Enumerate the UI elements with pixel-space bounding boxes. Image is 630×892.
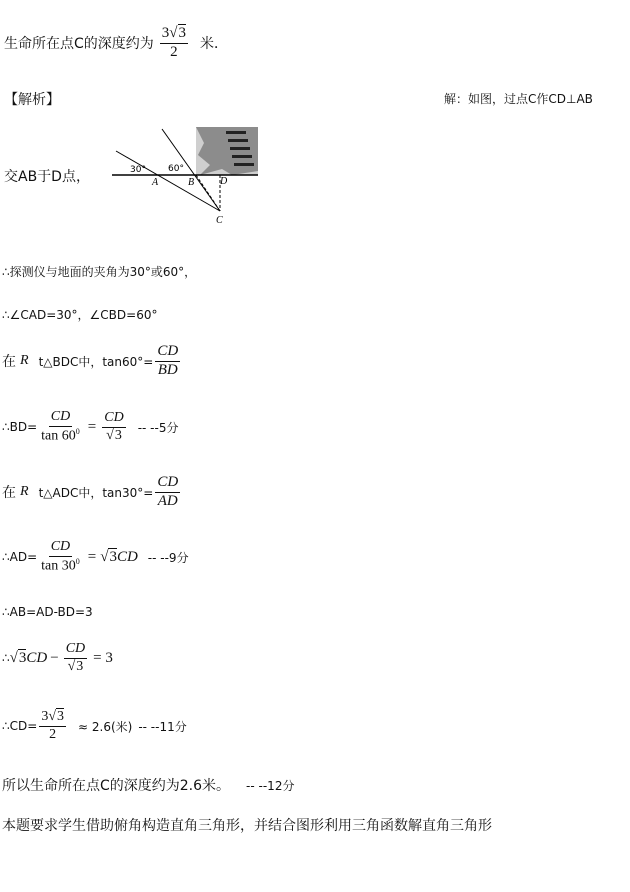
tan30-den: AD	[157, 492, 178, 509]
step-tan60-mid: t△BDC中，tan60°=	[38, 354, 154, 369]
step-tan30-mid: t△ADC中，tan30°=	[38, 485, 154, 500]
summary-note: 本题要求学生借助俯角构造直角三角形，并结合图形利用三角函数解直角三角形	[2, 818, 492, 834]
cd-fraction: $\frac{3√3}{2}$	[41, 709, 64, 742]
step-tan30-r: R	[20, 484, 29, 500]
bd-frac-sup: 0	[75, 426, 80, 436]
sqrt-symbol: √3	[169, 25, 187, 41]
tan30-fraction	[155, 475, 180, 510]
eq-fraction: $\frac{CD}{√3}$	[65, 641, 86, 674]
tan60-num: CD	[155, 344, 180, 362]
answer-line	[4, 26, 228, 61]
score-12: -- --12分	[246, 778, 295, 793]
step-tan30	[2, 475, 182, 510]
bd-fraction-1	[39, 410, 82, 444]
score-11: -- --11分	[138, 719, 187, 734]
step-equation: ∴ √3 CD − $\frac{CD}{√3}$ = 3	[2, 641, 113, 674]
step-ad-pre: ∴AD=	[2, 550, 38, 565]
analysis-cont: 交AB于D点，	[4, 169, 90, 185]
label-b: B	[188, 177, 195, 188]
step-tan60	[2, 344, 182, 379]
step-bd	[2, 410, 178, 444]
bd-frac-num: CD	[49, 410, 72, 427]
ad-frac-sup: 0	[75, 556, 80, 566]
bd-eq: =	[87, 418, 97, 435]
label-c: C	[216, 215, 223, 226]
eq-minus: −	[50, 649, 59, 666]
tan30-num: CD	[155, 475, 180, 493]
frac-coef: 3	[161, 25, 170, 41]
eq-frac-rad: 3	[76, 658, 84, 674]
dashed-bc	[196, 175, 220, 211]
step-tan60-pre: 在	[2, 354, 16, 371]
bd-fraction-2: $\frac{CD}{√3}$	[104, 409, 124, 443]
ad-frac-den: tan 30	[41, 558, 76, 574]
eq-frac-num: CD	[64, 642, 87, 659]
bd-frac2-rad: 3	[114, 427, 122, 443]
ad-frac-num: CD	[49, 540, 72, 557]
bd-frac2-num: CD	[102, 411, 125, 428]
score-9: -- --9分	[147, 550, 189, 565]
ad-eq: =	[87, 548, 97, 565]
tan60-den: BD	[157, 361, 178, 378]
answer-prefix: 生命所在点C的深度约为	[4, 36, 154, 53]
cd-coef: 3	[41, 709, 49, 724]
label-d: D	[220, 176, 228, 187]
ad-rad: 3	[109, 548, 117, 565]
cd-rad: 3	[57, 709, 64, 724]
analysis-label: 【解析】	[4, 92, 60, 108]
step-bd-pre: ∴BD=	[2, 420, 38, 435]
tan60-fraction	[155, 344, 180, 379]
step-ab: ∴AB=AD-BD=3	[2, 605, 93, 619]
frac-den: 2	[170, 43, 178, 60]
cd-approx: ≈ 2.6(米)	[78, 719, 133, 734]
eq-pre: ∴	[2, 651, 10, 666]
eq-cd: CD	[26, 649, 48, 666]
step-cd	[2, 710, 187, 742]
cd-den: 2	[49, 726, 57, 742]
step-tan60-r: R	[20, 353, 29, 369]
label-30: 30°	[130, 165, 146, 175]
bd-frac-den: tan 60	[41, 428, 76, 444]
analysis-intro: 解：如图，过点C作CD⊥AB	[444, 92, 593, 106]
geometry-figure	[92, 125, 262, 245]
conclusion-text: 所以生命所在点C的深度约为2.6米。	[2, 778, 231, 794]
answer-suffix: 米．	[200, 36, 229, 53]
cd-pre: ∴CD=	[2, 719, 38, 734]
ad-tail: CD	[116, 548, 138, 565]
step-tan30-pre: 在	[2, 485, 16, 502]
step-ad: ∴AD= $\frac{CD}{\tan 30^0}$ = √3 CD -- --9分	[2, 539, 189, 574]
score-5: -- --5分	[137, 420, 179, 435]
step-angle-note: ∴探测仪与地面的夹角为30°或60°，	[2, 265, 197, 279]
eq-rhs: = 3	[93, 649, 113, 666]
step-conclusion	[2, 775, 294, 795]
eq-rad: 3	[18, 649, 27, 666]
label-a: A	[152, 177, 159, 188]
answer-fraction	[160, 26, 188, 61]
step-angles: ∴∠CAD=30°，∠CBD=60°	[2, 308, 158, 322]
label-60: 60°	[168, 164, 184, 174]
ad-fraction	[39, 540, 82, 574]
